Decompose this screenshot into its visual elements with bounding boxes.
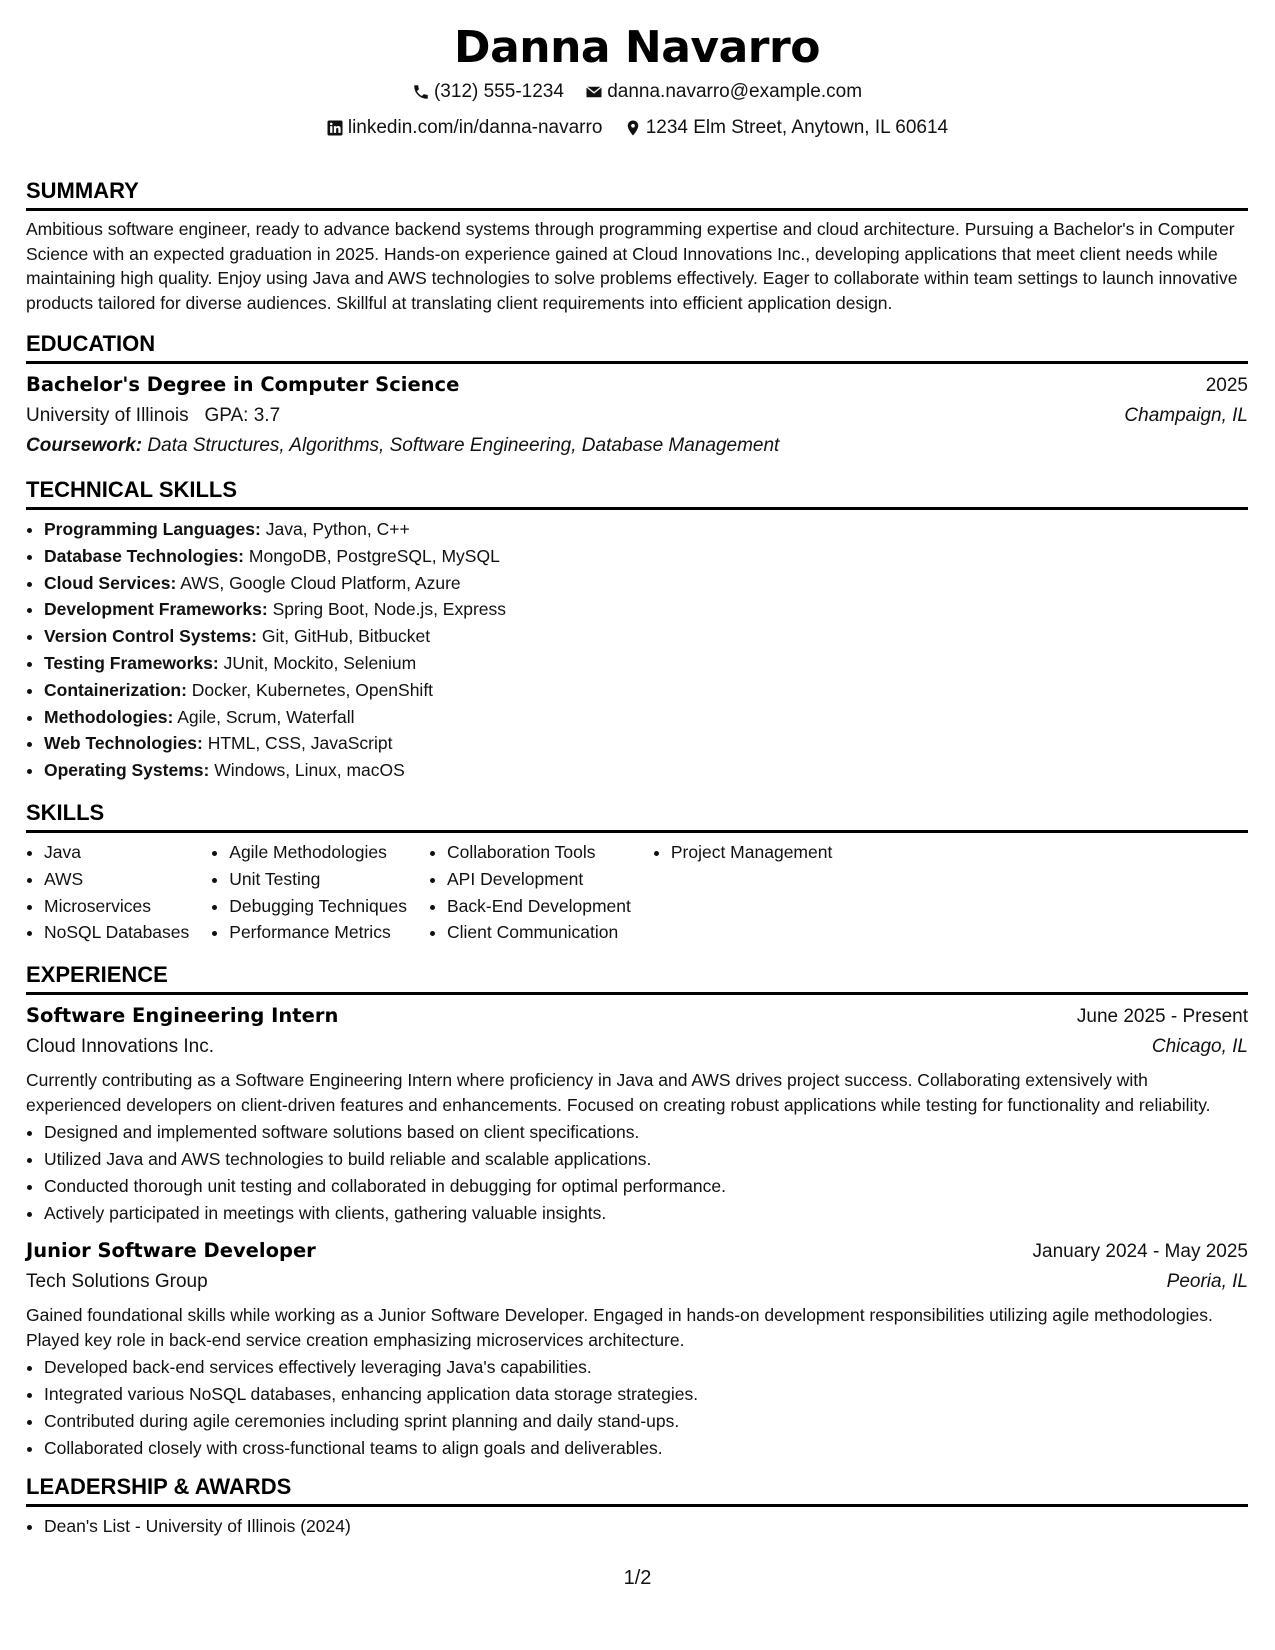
- list-item: • Conducted thorough unit testing and collaborated in debugging for optimal performance.: [44, 1173, 1248, 1200]
- linkedin-contact[interactable]: [326, 112, 603, 144]
- skill-label: Web Technologies:: [44, 733, 203, 754]
- skill-value: Spring Boot, Node.js, Express: [272, 599, 507, 620]
- skill-label: Testing Frameworks:: [44, 652, 219, 673]
- skill-value: Docker, Kubernetes, OpenShift: [191, 679, 434, 700]
- job-location: Peoria, IL: [1166, 1271, 1248, 1293]
- leadership-section: [26, 1472, 1248, 1540]
- list-item: [44, 704, 1248, 731]
- page-number: 1/2: [623, 1567, 652, 1589]
- skill-value: Windows, Linux, macOS: [214, 760, 405, 781]
- list-item: [44, 677, 1248, 704]
- list-item: • Microservices: [44, 893, 189, 920]
- skill-value: JUnit, Mockito, Selenium: [223, 652, 417, 673]
- list-item: • Dean's List - University of Illinois (2024): [44, 1513, 1248, 1540]
- skill-label: Methodologies:: [44, 706, 174, 727]
- phone-contact[interactable]: [412, 76, 564, 108]
- company-name: Cloud Innovations Inc.: [26, 1036, 215, 1058]
- coursework: [26, 431, 1248, 461]
- skill-label: Database Technologies:: [44, 545, 245, 566]
- skill-label: Programming Languages:: [44, 519, 261, 539]
- skill-label: Development Frameworks:: [44, 599, 268, 620]
- list-item: • Integrated various NoSQL databases, enhancing application data storage strategies.: [44, 1381, 1248, 1408]
- list-item: [44, 650, 1248, 677]
- job-description: Gained foundational skills while working as a Junior Software Developer. Engaged in hands-on development responsibilities utilizing agile methodologies. Played key role in back-end service creation emphasizing microservices architecture.: [26, 1305, 1213, 1350]
- skills-section: [26, 798, 1248, 946]
- list-item: [44, 596, 1248, 623]
- skill-label: Containerization:: [44, 679, 187, 700]
- skills-column-3: [429, 839, 631, 946]
- skill-value: AWS, Google Cloud Platform, Azure: [180, 572, 461, 593]
- skill-label: Cloud Services:: [44, 572, 177, 593]
- skill-label: Version Control Systems:: [44, 626, 257, 647]
- job-description: Currently contributing as a Software Engineering Intern where proficiency in Java and AWS drives project success. Collaborating extensively with experienced developers on client-driven features and enhancements. Focused on creating robust applications while testing for functionality and reliability.: [26, 1070, 1211, 1115]
- skill-value: Git, GitHub, Bitbucket: [261, 626, 431, 647]
- list-item: • API Development: [447, 866, 631, 893]
- envelope-icon: [585, 83, 603, 101]
- list-item: [44, 757, 1248, 784]
- school-info: [26, 401, 280, 431]
- leadership-list: [26, 1513, 1248, 1540]
- list-item: [44, 730, 1248, 757]
- technical-skills-heading: TECHNICAL SKILLS: [26, 475, 1248, 510]
- experience-entry: [26, 1001, 1248, 1226]
- experience-section: [26, 960, 1248, 1461]
- skill-value: MongoDB, PostgreSQL, MySQL: [248, 545, 500, 566]
- candidate-name: Danna Navarro: [454, 22, 820, 73]
- job-location: Chicago, IL: [1151, 1036, 1248, 1058]
- list-item: • Debugging Techniques: [229, 893, 407, 920]
- job-company-row: [26, 1032, 1248, 1062]
- skills-grid: [26, 839, 1248, 946]
- list-item: [44, 516, 1248, 543]
- experience-heading: EXPERIENCE: [26, 960, 1248, 995]
- resume-page: [26, 14, 1248, 1539]
- job-bullets: [26, 1119, 1248, 1226]
- list-item: • Collaborated closely with cross-functional teams to align goals and deliverables.: [44, 1435, 1248, 1462]
- list-item: [44, 623, 1248, 650]
- technical-skills-section: [26, 475, 1248, 784]
- linkedin-text: linkedin.com/in/danna-navarro: [347, 117, 603, 138]
- education-heading: EDUCATION: [26, 329, 1248, 364]
- skills-heading: SKILLS: [26, 798, 1248, 833]
- list-item: • Developed back-end services effectively leveraging Java's capabilities.: [44, 1354, 1248, 1381]
- coursework-list: Data Structures, Algorithms, Software Engineering, Database Management: [147, 435, 780, 456]
- list-item: • AWS: [44, 866, 189, 893]
- coursework-label: Coursework:: [26, 435, 143, 456]
- phone-icon: [412, 83, 430, 101]
- summary-text: Ambitious software engineer, ready to advance backend systems through programming expertise and cloud architecture. Pursuing a Bachelor's in Computer Science with an expected graduation in 2025. Hands-on experience gained at Cloud Innovations Inc., developing applications that meet client needs while maintaining high quality. Enjoy using Java and AWS technologies to solve problems effectively. Eager to collaborate within team settings to launch innovative products tailored for diverse audiences. Skillful at translating client requirements into efficient application design.: [26, 219, 1238, 313]
- contact-line-1: [26, 76, 1248, 112]
- contact-line-2: [26, 112, 1248, 148]
- summary-section: [26, 176, 1248, 315]
- technical-skills-list: [26, 516, 1248, 784]
- degree-title: Bachelor's Degree in Computer Science: [26, 373, 460, 396]
- skills-column-4: [653, 839, 832, 946]
- address-text: 1234 Elm Street, Anytown, IL 60614: [645, 117, 949, 138]
- list-item: [44, 570, 1248, 597]
- skill-value: Agile, Scrum, Waterfall: [177, 706, 355, 727]
- graduation-year: 2025: [1205, 375, 1248, 396]
- list-item: • Back-End Development: [447, 893, 631, 920]
- list-item: • Performance Metrics: [229, 919, 407, 946]
- skill-label: Operating Systems:: [44, 760, 210, 781]
- skill-value: Java, Python, C++: [265, 519, 410, 539]
- school-name: University of Illinois: [26, 405, 189, 426]
- job-title: Junior Software Developer: [26, 1239, 316, 1263]
- email-text: danna.navarro@example.com: [607, 81, 863, 102]
- address-contact: [624, 112, 948, 144]
- list-item: • Designed and implemented software solutions based on client specifications.: [44, 1119, 1248, 1146]
- job-dates: June 2025 - Present: [1076, 1006, 1248, 1028]
- summary-heading: SUMMARY: [26, 176, 1248, 211]
- list-item: • Agile Methodologies: [229, 839, 407, 866]
- experience-entry: [26, 1236, 1248, 1461]
- company-name: Tech Solutions Group: [26, 1271, 208, 1293]
- list-item: • Contributed during agile ceremonies including sprint planning and daily stand-ups.: [44, 1408, 1248, 1435]
- job-bullets: [26, 1354, 1248, 1461]
- skills-column-2: [211, 839, 407, 946]
- list-item: [44, 543, 1248, 570]
- education-row-1: [26, 370, 1248, 401]
- gpa: GPA: 3.7: [204, 405, 281, 426]
- school-location: Champaign, IL: [1124, 405, 1248, 426]
- list-item: • Actively participated in meetings with clients, gathering valuable insights.: [44, 1200, 1248, 1227]
- skill-value: HTML, CSS, JavaScript: [207, 733, 393, 754]
- list-item: • Utilized Java and AWS technologies to build reliable and scalable applications.: [44, 1146, 1248, 1173]
- phone-text: (312) 555-1234: [433, 81, 564, 102]
- skills-column-1: [26, 839, 189, 946]
- job-company-row: [26, 1267, 1248, 1297]
- email-contact[interactable]: [585, 76, 862, 108]
- job-header-row: [26, 1001, 1248, 1032]
- linkedin-icon: [326, 119, 344, 137]
- list-item: • Collaboration Tools: [447, 839, 631, 866]
- list-item: • Java: [44, 839, 189, 866]
- list-item: • NoSQL Databases: [44, 919, 189, 946]
- job-header-row: [26, 1236, 1248, 1267]
- list-item: • Unit Testing: [229, 866, 407, 893]
- map-pin-icon: [624, 119, 642, 137]
- leadership-heading: LEADERSHIP & AWARDS: [26, 1472, 1248, 1507]
- job-title: Software Engineering Intern: [26, 1004, 339, 1028]
- job-dates: January 2024 - May 2025: [1032, 1241, 1248, 1263]
- list-item: • Client Communication: [447, 919, 631, 946]
- education-row-2: [26, 401, 1248, 431]
- education-section: [26, 329, 1248, 461]
- list-item: • Project Management: [671, 839, 832, 866]
